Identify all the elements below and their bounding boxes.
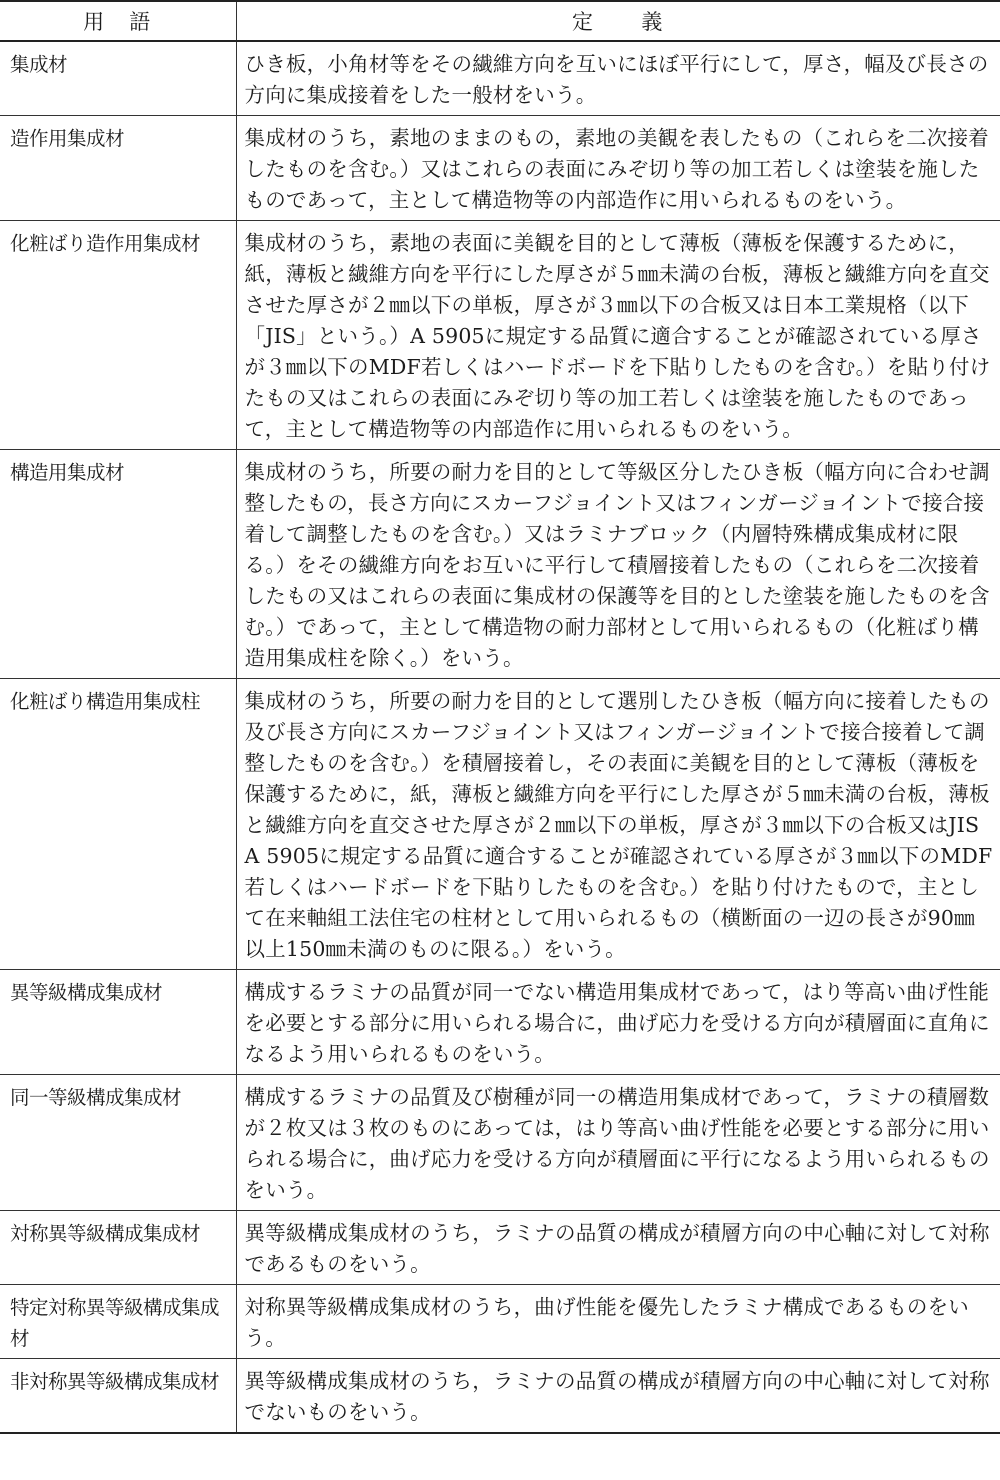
table-body (0, 41, 1000, 1433)
table-row (0, 1285, 1000, 1359)
header-definition (236, 1, 1000, 41)
table-header (0, 1, 1000, 41)
definition-cell: 異等級構成集成材のうち，ラミナの品質の構成が積層方向の中心軸に対して対称でないものをいう。 (236, 1359, 1000, 1434)
definition-cell: 対称異等級構成集成材のうち，曲げ性能を優先したラミナ構成であるものをいう。 (236, 1285, 1000, 1359)
header-term-label: 用 語 (83, 10, 153, 34)
header-row (0, 1, 1000, 41)
table-row (0, 1075, 1000, 1211)
definition-cell: 異等級構成集成材のうち，ラミナの品質の構成が積層方向の中心軸に対して対称であるものをいう。 (236, 1211, 1000, 1285)
term-cell: 対称異等級構成集成材 (0, 1211, 236, 1285)
header-term (0, 1, 236, 41)
table-row (0, 1211, 1000, 1285)
term-cell: 集成材 (0, 41, 236, 116)
definition-cell: 集成材のうち，所要の耐力を目的として選別したひき板（幅方向に接着したもの及び長さ方向にスカーフジョイント又はフィンガージョイントで接合接着して調整したものを含む。）を積層接着し，その表面に美観を目的として薄板（薄板を保護するために，紙，薄板と繊維方向を平行にした厚さが５㎜未満の台板，薄板と繊維方向を直交させた厚さが２㎜以下の単板，厚さが３㎜以下の合板又はJIS A 5905に規定する品質に適合することが確認されている厚さが３㎜以下のMDF若しくはハードボードを下貼りしたものを含む。）を貼り付けたもので，主として在来軸組工法住宅の柱材として用いられるもの（横断面の一辺の長さが90㎜以上150㎜未満のものに限る。）をいう。 (236, 679, 1000, 970)
table-row (0, 450, 1000, 679)
definition-cell: 構成するラミナの品質及び樹種が同一の構造用集成材であって，ラミナの積層数が２枚又は３枚のものにあっては，はり等高い曲げ性能を必要とする部分に用いられる場合に，曲げ応力を受ける方向が積層面に平行になるよう用いられるものをいう。 (236, 1075, 1000, 1211)
definition-cell: 集成材のうち，所要の耐力を目的として等級区分したひき板（幅方向に合わせ調整したもの，長さ方向にスカーフジョイント又はフィンガージョイントで接合接着して調整したものを含む。）又はラミナブロック（内層特殊構成集成材に限る。）をその繊維方向をお互いに平行して積層接着したもの（これらを二次接着したもの又はこれらの表面に集成材の保護等を目的とした塗装を施したものを含む。）であって，主として構造物の耐力部材として用いられるもの（化粧ばり構造用集成柱を除く。）をいう。 (236, 450, 1000, 679)
table-row (0, 221, 1000, 450)
term-cell: 非対称異等級構成集成材 (0, 1359, 236, 1434)
table-row (0, 1359, 1000, 1434)
term-cell: 同一等級構成集成材 (0, 1075, 236, 1211)
header-definition-label: 定 義 (572, 10, 665, 34)
term-cell: 化粧ばり造作用集成材 (0, 221, 236, 450)
table-row (0, 116, 1000, 221)
term-cell: 構造用集成材 (0, 450, 236, 679)
definition-cell: 構成するラミナの品質が同一でない構造用集成材であって，はり等高い曲げ性能を必要とする部分に用いられる場合に，曲げ応力を受ける方向が積層面に直角になるよう用いられるものをいう。 (236, 970, 1000, 1075)
term-cell: 化粧ばり構造用集成柱 (0, 679, 236, 970)
table-row (0, 970, 1000, 1075)
term-cell: 造作用集成材 (0, 116, 236, 221)
definition-cell: ひき板，小角材等をその繊維方向を互いにほぼ平行にして，厚さ，幅及び長さの方向に集成接着をした一般材をいう。 (236, 41, 1000, 116)
definition-cell: 集成材のうち，素地の表面に美観を目的として薄板（薄板を保護するために，紙，薄板と繊維方向を平行にした厚さが５㎜未満の台板，薄板と繊維方向を直交させた厚さが２㎜以下の単板，厚さが３㎜以下の合板又は日本工業規格（以下「JIS」という。）A 5905に規定する品質に適合することが確認されている厚さが３㎜以下のMDF若しくはハードボードを下貼りしたものを含む。）を貼り付けたもの又はこれらの表面にみぞ切り等の加工若しくは塗装を施したものであって，主として構造物等の内部造作に用いられるものをいう。 (236, 221, 1000, 450)
term-cell: 特定対称異等級構成集成材 (0, 1285, 236, 1359)
table-row (0, 41, 1000, 116)
term-cell: 異等級構成集成材 (0, 970, 236, 1075)
table-row (0, 679, 1000, 970)
definition-cell: 集成材のうち，素地のままのもの，素地の美観を表したもの（これらを二次接着したものを含む。）又はこれらの表面にみぞ切り等の加工若しくは塗装を施したものであって，主として構造物等の内部造作に用いられるものをいう。 (236, 116, 1000, 221)
